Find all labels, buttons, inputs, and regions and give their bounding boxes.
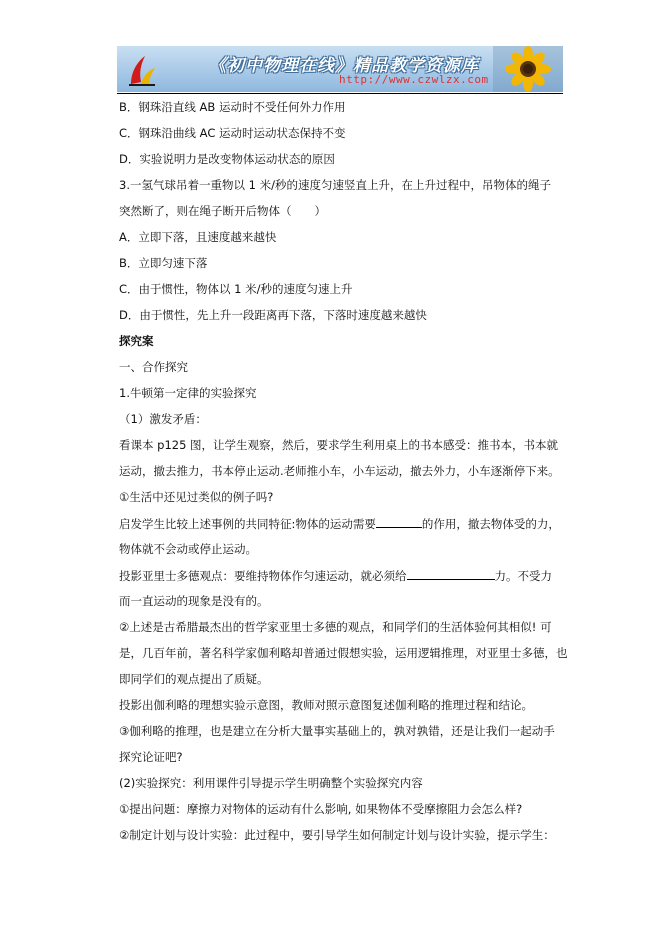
option-b-1: B．钢珠沿直线 AB 运动时不受任何外力作用 — [119, 100, 346, 114]
question-3-line-2: 突然断了，则在绳子断开后物体（ ） — [119, 204, 326, 218]
paragraph-line: 运动，撤去推力，书本停止运动.老师推小车，小车运动，撤去外力，小车逐渐停下来。 — [119, 464, 560, 478]
paragraph-line: 探究论证吧? — [119, 750, 183, 764]
fill-blank-line-1 — [119, 516, 560, 531]
paragraph-line: ③伽利略的推理，也是建立在分析大量事实基础上的，孰对孰错，还是让我们一起动手 — [119, 724, 555, 738]
option-d-3: D．由于惯性，先上升一段距离再下落，下落时速度越来越快 — [119, 308, 427, 322]
option-d-1: D．实验说明力是改变物体运动状态的原因 — [119, 152, 335, 166]
option-b-3: B．立即匀速下落 — [119, 256, 208, 270]
paragraph-line: ②上述是古希腊最杰出的哲学家亚里士多德的观点，和同学们的生活体验何其相似! 可 — [119, 620, 552, 634]
fill-blank-text-a: 投影亚里士多德观点：要维持物体作匀速运动，就必须给 — [119, 569, 407, 583]
step-heading-1: （1）激发矛盾： — [119, 412, 207, 426]
paragraph-line: 即同学们的观点提出了质疑。 — [119, 672, 269, 686]
answer-blank[interactable] — [376, 516, 422, 528]
paragraph-line: 看课本 p125 图，让学生观察，然后，要求学生利用桌上的书本感受：推书本，书本就 — [119, 438, 559, 452]
question-line: ①生活中还见过类似的例子吗? — [119, 490, 274, 504]
option-a-3: A．立即下落，且速度越来越快 — [119, 230, 277, 244]
step-heading-2: (2)实验探究：利用课件引导提示学生明确整个实验探究内容 — [119, 776, 423, 790]
fill-blank-text-a: 启发学生比较上述事例的共同特征:物体的运动需要 — [119, 517, 376, 531]
option-c-3: C．由于惯性，物体以 1 米/秒的速度匀速上升 — [119, 282, 353, 296]
paragraph-line: 是，几百年前，著名科学家伽利略却普通过假想实验，运用逻辑推理，对亚里士多德，也 — [119, 646, 568, 660]
question-3-line-1: 3.一氢气球吊着一重物以 1 米/秒的速度匀速竖直上升，在上升过程中，吊物体的绳子 — [119, 178, 551, 192]
paragraph-line: 而一直运动的现象是没有的。 — [119, 594, 269, 608]
paragraph-line: 投影出伽利略的理想实验示意图，教师对照示意图复述伽利略的推理过程和结论。 — [119, 698, 533, 712]
answer-blank[interactable] — [407, 568, 495, 580]
topic-heading: 1.牛顿第一定律的实验探究 — [119, 386, 257, 400]
fill-blank-line-2 — [119, 568, 552, 583]
site-url: http://www.czwlzx.com — [339, 73, 489, 86]
paragraph-line: ①提出问题：摩擦力对物体的运动有什么影响, 如果物体不受摩擦阻力会怎么样? — [119, 802, 523, 816]
paragraph-line: 物体就不会动或停止运动。 — [119, 542, 257, 556]
option-c-1: C．钢珠沿曲线 AC 运动时运动状态保持不变 — [119, 126, 346, 140]
fill-blank-text-b: 的作用，撤去物体受的力， — [421, 517, 560, 531]
fill-blank-text-b: 力。不受力 — [494, 569, 552, 583]
section-heading: 探究案 — [119, 334, 154, 348]
site-title: 《初中物理在线》精品教学资源库 — [209, 56, 479, 76]
paragraph-line: ②制定计划与设计实验：此过程中，要引导学生如何制定计划与设计实验，提示学生： — [119, 828, 555, 842]
subsection-heading: 一、合作探究 — [119, 360, 188, 374]
